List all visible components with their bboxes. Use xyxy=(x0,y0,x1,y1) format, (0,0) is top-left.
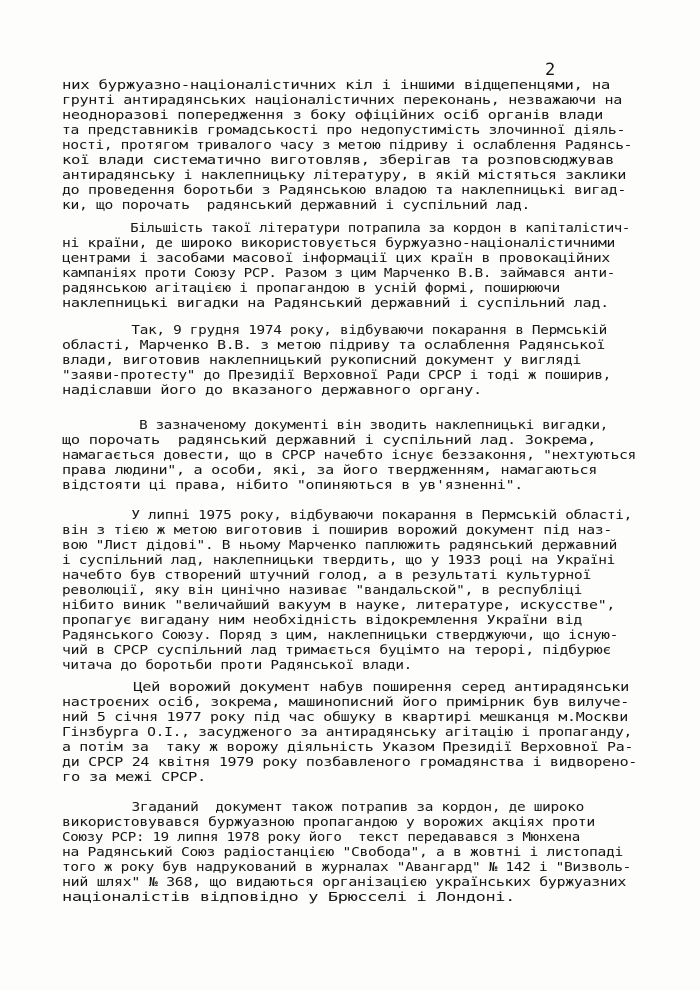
text-line: до проведення боротьби з Радянською владою та наклепницькі вигад- xyxy=(62,183,626,197)
text-line: начебто був створений штучний голод, а в результаті культурної xyxy=(62,568,591,582)
text-line: відстояти ці права, нібито "опиняються в ув'язненні". xyxy=(62,478,523,492)
text-line: радянською агітацією і пропагандою в усній формі, поширюючи xyxy=(62,281,560,295)
text-line: ні країни, де широко використовується буржуазно-націоналістичними xyxy=(62,236,615,250)
text-line: чий в СРСР суспільний лад тримається буцімто на терорі, підбурює xyxy=(62,643,611,657)
text-line: ності, протягом тривалого часу з метою підриву і ослаблення Радянсь- xyxy=(62,138,632,152)
text-line: В зазначеному документі він зводить наклепницькі вигадки, xyxy=(98,418,608,432)
text-line: Гінзбурга О.І., засудженого за антирадянську агітацію і пропаганду, xyxy=(62,725,632,739)
text-line: У липні 1975 року, відбуваючи покарання в Пермській області, xyxy=(98,508,632,522)
text-line: області, Марченко В.В. з метою підриву та ослаблення Радянської xyxy=(62,338,605,352)
text-line: "заяви-протесту" до Президії Верховної Ради СРСР і тоді ж поширив, xyxy=(62,368,611,382)
text-line: ний 5 січня 1977 року під час обшуку в квартирі мешканця м.Москви xyxy=(62,710,628,724)
text-line: ки, що порочать радянський державний і суспільний лад. xyxy=(62,198,530,212)
text-line: права людини", а особи, які, за його твердженням, намагаються xyxy=(62,463,597,477)
text-line: ди СРСР 24 квітня 1979 року позбавленого громадянства і видворено- xyxy=(62,755,637,769)
text-line: використовувався буржуазною пропагандою у ворожих акціях проти xyxy=(62,815,595,829)
text-line: на Радянський Союз радіостанцією "Свобода", а в жовтні і листопаді xyxy=(62,845,623,859)
text-line: неодноразові попередження з боку офіційних осіб органів влади xyxy=(62,108,603,122)
text-line: що порочать радянський державний і суспільний лад. Зокрема, xyxy=(62,433,596,447)
text-line: ний шлях" № 368, що видаються організацією українських буржуазних xyxy=(62,875,626,889)
text-line: кампаніях проти Союзу РСР. Разом з цим Марченко В.В. займався анти- xyxy=(62,266,615,280)
text-line: націоналістів відповідно у Брюсселі і Лондоні. xyxy=(62,890,515,904)
text-line: антирадянську і наклепницьку літературу, в якій містяться заклики xyxy=(62,168,626,182)
text-line: нібито виник "величайший вакуум в науке, литературе, искусстве", xyxy=(62,598,615,612)
text-line: намагається довести, що в СРСР начебто існує беззаконня, "нехтуються xyxy=(62,448,636,462)
text-line: кої влади систематично виготовляв, зберігав та розповсюджував xyxy=(62,153,614,167)
text-line: Союзу РСР: 19 липня 1978 року його текст передавався з Мюнхена xyxy=(62,830,580,844)
text-line: центрами і засобами масової інформації цих країн в провокаційних xyxy=(62,251,610,265)
text-line: революції, яку він цинічно називає "вандальской", в республіці xyxy=(62,583,582,597)
text-line: надіславши його до вказаного державного органу. xyxy=(62,383,482,397)
text-line: читача до боротьби проти Радянської влади. xyxy=(62,658,412,672)
text-line: пропагує вигадану ним необхідність відокремлення України від xyxy=(62,613,582,627)
text-line: Радянського Союзу. Поряд з цим, наклепницьки стверджуючи, що існую- xyxy=(62,628,618,642)
text-line: вою "Лист дідові". В ньому Марченко паплюжить радянський державний xyxy=(62,538,617,552)
text-line: та представників громадськості про недопустимість злочинної діяль- xyxy=(62,123,625,137)
text-line: настроєних осіб, зокрема, машинописний його примірник був вилуче- xyxy=(62,695,629,709)
text-line: Цей ворожий документ набув поширення серед антирадянськи xyxy=(98,680,629,694)
text-line: Більшість такої літератури потрапила за кордон в капіталістич- xyxy=(98,221,630,235)
text-line: того ж року був надрукований в журналах "Авангард" № 142 і "Визволь- xyxy=(62,860,631,874)
text-line: Так, 9 грудня 1974 року, відбуваючи покарання в Пермській xyxy=(98,323,607,337)
text-line: Згаданий документ також потрапив за кордон, де широко xyxy=(98,800,584,814)
text-line: влади, виготовив наклепницький рукописний документ у вигляді xyxy=(62,353,581,367)
text-line: них буржуазно-націоналістичних кіл і іншими відщепенцями, на xyxy=(62,78,610,92)
text-line: го за межі СРСР. xyxy=(62,770,206,784)
text-line: грунті антирадянських націоналістичних переконань, незважаючи на xyxy=(62,93,622,107)
text-line: а потім за таку ж ворожу діяльність Указом Президії Верховної Ра- xyxy=(62,740,633,754)
text-line: і суспільний лад, наклепницьки твердить, що у 1933 році на Україні xyxy=(62,553,615,567)
page-number: 2 xyxy=(545,60,556,80)
text-line: він з тією ж метою виготовив і поширив ворожий документ під наз- xyxy=(62,523,612,537)
text-line: наклепницькі вигадки на Радянський державний і суспільний лад. xyxy=(62,296,609,310)
